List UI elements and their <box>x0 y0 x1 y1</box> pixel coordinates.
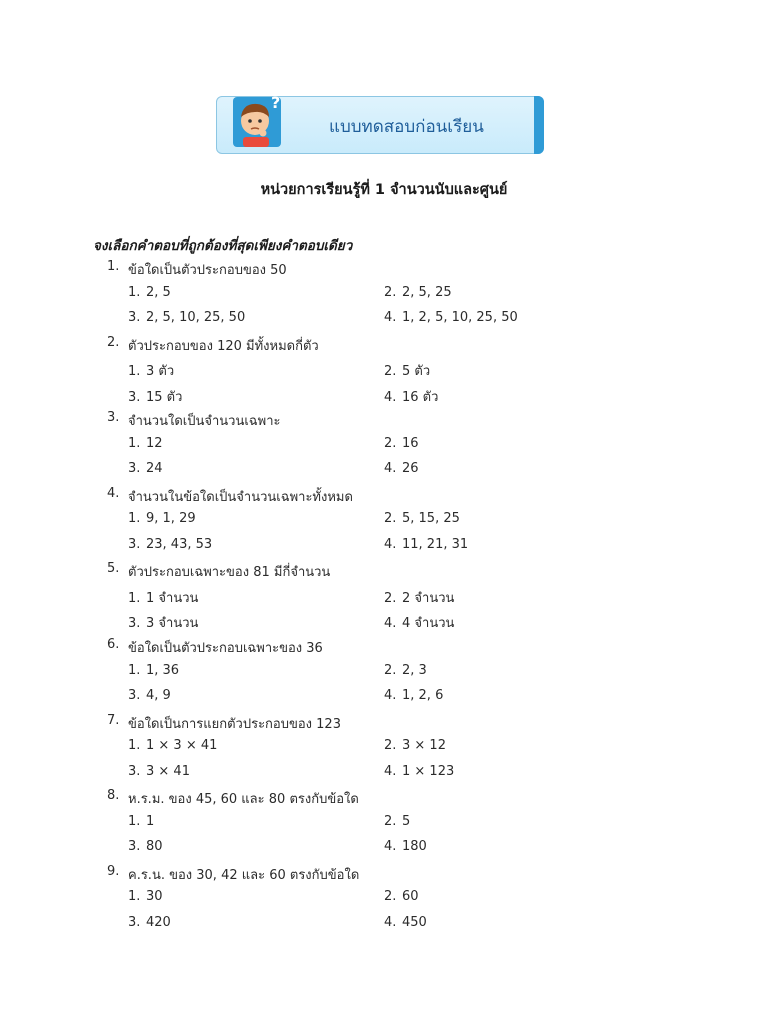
answer-option[interactable] <box>128 310 245 325</box>
answer-option[interactable] <box>128 461 163 476</box>
option-text: 16 ตัว <box>402 389 439 405</box>
option-number: 4. <box>384 310 397 325</box>
option-number: 1. <box>128 889 141 905</box>
option-text: 3 ตัว <box>146 364 175 380</box>
answer-option[interactable] <box>128 663 179 678</box>
option-text: 1, 36 <box>146 662 180 678</box>
option-number: 4. <box>384 616 397 632</box>
option-number: 2. <box>384 813 397 829</box>
option-text: 1, 2, 5, 10, 25, 50 <box>402 310 518 325</box>
question-number: 3. <box>107 410 120 426</box>
option-number: 3. <box>128 461 141 477</box>
question-number: 7. <box>107 712 120 728</box>
answer-option[interactable] <box>384 360 430 381</box>
option-number: 1. <box>128 511 141 527</box>
option-text: 15 ตัว <box>146 389 183 405</box>
option-text: 4, 9 <box>146 688 171 703</box>
banner-title: แบบทดสอบก่อนเรียน <box>329 117 484 137</box>
option-number: 2. <box>384 590 397 606</box>
answer-option[interactable] <box>384 764 454 779</box>
option-number: 2. <box>384 435 397 451</box>
option-text: 1 <box>146 813 155 829</box>
option-number: 4. <box>384 688 397 703</box>
option-number: 3. <box>128 914 141 930</box>
question-number: 2. <box>107 334 120 350</box>
option-text: 9, 1, 29 <box>146 511 196 527</box>
answer-option[interactable] <box>384 839 427 854</box>
answer-option[interactable] <box>384 511 460 526</box>
answer-option[interactable] <box>384 587 454 608</box>
option-text: 60 <box>402 889 419 905</box>
option-number: 2. <box>384 284 397 300</box>
option-number: 2. <box>384 364 397 380</box>
question-number: 6. <box>107 637 120 652</box>
question-text: จำนวนในข้อใดเป็นจำนวนเฉพาะทั้งหมด <box>128 489 353 505</box>
option-text: 5 ตัว <box>402 364 431 380</box>
option-number: 4. <box>384 461 397 477</box>
answer-option[interactable] <box>128 915 171 930</box>
instruction: จงเลือกคำตอบที่ถูกต้องที่สุดเพียงคำตอบเดียว <box>93 238 353 254</box>
option-number: 3. <box>128 616 141 632</box>
option-text: 4 จำนวน <box>402 616 455 632</box>
answer-option[interactable] <box>384 814 410 829</box>
pretest-banner <box>216 93 544 154</box>
answer-option[interactable] <box>128 537 212 552</box>
option-number: 2. <box>384 511 397 527</box>
answer-option[interactable] <box>128 738 217 753</box>
question-text: จำนวนใดเป็นจำนวนเฉพาะ <box>128 414 281 430</box>
option-number: 1. <box>128 813 141 829</box>
option-text: 26 <box>402 461 419 477</box>
question-number: 8. <box>107 788 120 804</box>
question-number: 9. <box>107 863 120 879</box>
question-text: ค.ร.น. ของ 30, 42 และ 60 ตรงกับข้อใด <box>128 867 360 883</box>
option-number: 3. <box>128 536 141 552</box>
option-number: 1. <box>128 435 141 451</box>
option-text: 2, 5, 25 <box>402 284 452 300</box>
answer-option[interactable] <box>128 764 190 779</box>
option-text: 23, 43, 53 <box>146 536 213 552</box>
question-number: 4. <box>107 485 120 501</box>
answer-option[interactable] <box>384 889 419 904</box>
option-text: 180 <box>402 839 427 855</box>
option-text: 2 จำนวน <box>402 590 455 606</box>
thinking-boy-icon <box>231 91 283 149</box>
question-text: ตัวประกอบเฉพาะของ 81 มีกี่จำนวน <box>128 565 331 581</box>
answer-option[interactable] <box>128 436 163 451</box>
question-text: ห.ร.ม. ของ 45, 60 และ 80 ตรงกับข้อใด <box>128 792 359 808</box>
option-text: 16 <box>402 435 419 451</box>
option-text: 12 <box>146 435 163 451</box>
option-number: 3. <box>128 839 141 855</box>
option-text: 2, 3 <box>402 662 427 678</box>
option-number: 1. <box>128 590 141 606</box>
answer-option[interactable] <box>128 587 198 608</box>
option-number: 3. <box>128 310 141 325</box>
option-text: 1 × 123 <box>402 763 455 779</box>
option-number: 2. <box>384 889 397 905</box>
answer-option[interactable] <box>128 360 174 381</box>
question-number: 5. <box>107 561 120 577</box>
option-text: 1 × 3 × 41 <box>146 738 218 754</box>
option-text: 450 <box>402 914 427 930</box>
answer-option[interactable] <box>128 889 163 904</box>
question-text: ข้อใดเป็นตัวประกอบของ 50 <box>128 263 287 278</box>
answer-option[interactable] <box>128 839 163 854</box>
option-number: 4. <box>384 839 397 855</box>
option-text: 5, 15, 25 <box>402 511 460 527</box>
answer-option[interactable] <box>384 461 419 476</box>
option-text: 5 <box>402 813 411 829</box>
question-text: ข้อใดเป็นการแยกตัวประกอบของ 123 <box>128 716 341 732</box>
option-text: 3 × 12 <box>402 738 446 754</box>
answer-option[interactable] <box>384 663 427 678</box>
answer-option[interactable] <box>384 915 427 930</box>
option-number: 3. <box>128 389 141 405</box>
option-number: 1. <box>128 738 141 754</box>
option-text: 2, 5 <box>146 284 171 300</box>
answer-option[interactable] <box>128 511 196 526</box>
option-text: 1 จำนวน <box>146 590 199 606</box>
option-number: 4. <box>384 389 397 405</box>
answer-option[interactable] <box>128 386 182 407</box>
answer-option[interactable] <box>384 436 419 451</box>
option-number: 1. <box>128 662 141 678</box>
option-text: 3 × 41 <box>146 763 190 779</box>
svg-text:?: ? <box>271 93 281 112</box>
unit-title: หน่วยการเรียนรู้ที่ 1 จำนวนนับและศูนย์ <box>260 182 508 198</box>
option-text: 11, 21, 31 <box>402 536 469 552</box>
option-number: 1. <box>128 364 141 380</box>
question-text: ตัวประกอบของ 120 มีทั้งหมดกี่ตัว <box>128 338 319 354</box>
option-text: 24 <box>146 461 163 477</box>
option-number: 2. <box>384 738 397 754</box>
answer-option[interactable] <box>128 612 198 633</box>
option-text: 2, 5, 10, 25, 50 <box>146 310 246 325</box>
question-number: 1. <box>107 259 120 274</box>
option-text: 1, 2, 6 <box>402 688 444 703</box>
answer-option[interactable] <box>384 310 518 325</box>
answer-option[interactable] <box>384 285 452 300</box>
option-number: 4. <box>384 914 397 930</box>
answer-option[interactable] <box>384 537 468 552</box>
option-number: 4. <box>384 536 397 552</box>
answer-option[interactable] <box>384 688 443 703</box>
option-text: 420 <box>146 914 171 930</box>
option-text: 3 จำนวน <box>146 616 199 632</box>
option-number: 3. <box>128 688 141 703</box>
option-number: 3. <box>128 763 141 779</box>
option-text: 30 <box>146 889 163 905</box>
option-number: 4. <box>384 763 397 779</box>
option-text: 80 <box>146 839 163 855</box>
answer-option[interactable] <box>128 814 154 829</box>
option-number: 1. <box>128 284 141 300</box>
answer-option[interactable] <box>128 285 171 300</box>
answer-option[interactable] <box>384 738 446 753</box>
answer-option[interactable] <box>128 688 171 703</box>
answer-option[interactable] <box>384 386 438 407</box>
option-number: 2. <box>384 662 397 678</box>
answer-option[interactable] <box>384 612 454 633</box>
question-text: ข้อใดเป็นตัวประกอบเฉพาะของ 36 <box>128 641 323 656</box>
